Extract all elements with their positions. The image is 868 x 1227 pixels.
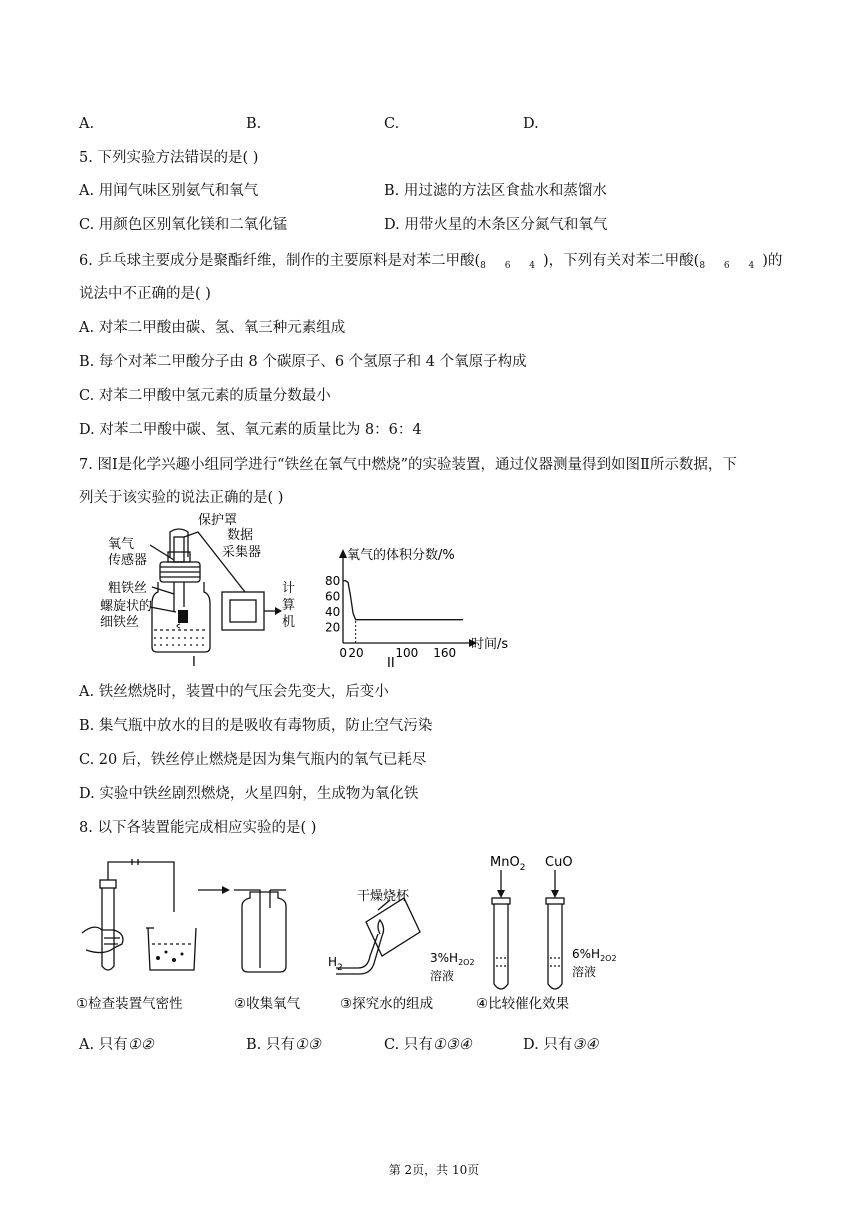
page-footer: 第 2页，共 10页 (388, 1163, 480, 1177)
protective-cover-label: 保护罩 (198, 513, 238, 528)
chart-y-tick-label: 60 (325, 589, 341, 604)
q7-stem-line1: 7. 图Ⅰ是化学兴趣小组同学进行“铁丝在氧气中燃烧”的实验装置，通过仪器测量得到如图Ⅱ所示数据，下 (79, 457, 737, 473)
q7-option-d: D. 实验中铁丝剧烈燃烧，火星四射，生成物为氧化铁 (79, 786, 419, 802)
left-concentration-text: 3%H (430, 951, 459, 965)
spiral-wire-label-1: 螺旋状的 (100, 599, 153, 614)
q6-option-d: D. 对苯二甲酸中碳、氢、氧元素的质量比为 8：6：4 (79, 422, 422, 438)
chart-y-tick-label: 20 (325, 620, 341, 635)
q6-option-c: C. 对苯二甲酸中氢元素的质量分数最小 (79, 388, 331, 404)
figure-2-label: II (387, 656, 395, 670)
right-concentration-formula: 2O2 (600, 954, 617, 963)
left-concentration-formula: 2O2 (458, 958, 475, 967)
q8-option-c-prefix: C. 只有 (384, 1037, 433, 1053)
oxygen-sensor-label-2: 传感器 (108, 553, 148, 568)
chart-y-tick-label: 80 (325, 573, 341, 588)
q7-option-a: A. 铁丝燃烧时，装置中的气压会先变大，后变小 (79, 684, 389, 700)
figure-1-apparatus (100, 512, 315, 672)
computer-label-3: 机 (282, 615, 296, 630)
q6-formula-2: 8 6 4 (699, 261, 763, 271)
chart-x-tick-label: 100 (395, 646, 419, 660)
q6-option-a: A. 对苯二甲酸由碳、氢、氧三种元素组成 (79, 320, 346, 336)
q6-stem-part1: 6. 乒乓球主要成分是聚酯纤维，制作的主要原料是对苯二甲酸( (79, 253, 481, 269)
figure-1-label: I (192, 655, 196, 670)
mno2-label-text: MnO (490, 855, 520, 870)
q8-option-a-prefix: A. 只有 (79, 1037, 128, 1053)
h2-label-text: H (328, 955, 338, 969)
q5-option-d: D. 用带火星的木条区分氮气和氧气 (384, 217, 608, 233)
mno2-label (490, 855, 525, 873)
q8-option-b-items: ①③ (294, 1037, 321, 1053)
chart-y-tick-label: 40 (325, 604, 341, 619)
right-solution-concentration (572, 947, 617, 963)
chart-y-arrow (339, 549, 347, 558)
q4-option-c: C. (384, 116, 400, 132)
mno2-subscript: 2 (519, 863, 526, 873)
cuo-label: CuO (545, 855, 573, 870)
spiral-wire-label-2: 细铁丝 (100, 615, 140, 630)
chart-x-tick-label: 0 (339, 646, 348, 660)
q6-stem-line1 (79, 251, 782, 276)
q8-option-d-prefix: D. 只有 (523, 1037, 573, 1053)
right-solution-label: 溶液 (572, 965, 597, 979)
dry-beaker-label: 干燥烧杯 (357, 889, 410, 904)
chart-y-axis-label: 氧气的体积分数/% (347, 548, 455, 563)
left-solution-concentration (430, 951, 475, 967)
computer-label-1: 计 (282, 581, 296, 596)
q8-option-c-items: ①③④ (432, 1037, 472, 1053)
q4-option-a: A. (79, 116, 95, 132)
chart-series-line (343, 581, 463, 620)
computer-label-2: 算 (282, 598, 296, 613)
caption-1: ①检查装置气密性 (76, 996, 183, 1012)
h2-subscript: 2 (337, 963, 343, 973)
q4-option-b: B. (246, 116, 262, 132)
q8-option-a (79, 1035, 154, 1055)
q8-option-d (523, 1035, 598, 1055)
chart-x-tick-label: 20 (348, 646, 364, 660)
caption-4: ④比较催化效果 (476, 996, 570, 1012)
figure-q8-apparatus (74, 848, 644, 1018)
q5-option-b: B. 用过滤的方法区食盐水和蒸馏水 (384, 183, 607, 199)
q5-option-a: A. 用闻气味区别氨气和氧气 (79, 183, 259, 199)
q6-formula: 8 6 4 (480, 261, 544, 271)
left-solution-label: 溶液 (430, 969, 455, 983)
thick-wire-label: 粗铁丝 (108, 581, 148, 596)
q7-stem-line2: 列关于该实验的说法正确的是( ) (79, 490, 284, 506)
q8-option-c (384, 1035, 472, 1055)
data-collector-label-2: 采集器 (222, 545, 262, 560)
q6-stem-part2: )，下列有关对苯二甲酸( (543, 253, 700, 269)
q7-option-c: C. 20 后，铁丝停止燃烧是因为集气瓶内的氧气已耗尽 (79, 752, 427, 768)
q8-option-a-items: ①② (127, 1037, 154, 1053)
q5-stem: 5. 下列实验方法错误的是( ) (79, 150, 259, 166)
q8-stem: 8. 以下各装置能完成相应实验的是( ) (79, 820, 317, 836)
q8-option-d-items: ③④ (572, 1037, 599, 1053)
q6-stem-part3: )的 (762, 253, 783, 269)
right-concentration-text: 6%H (572, 947, 601, 961)
q7-option-b: B. 集气瓶中放水的目的是吸收有毒物质，防止空气污染 (79, 718, 433, 734)
figure-2-chart (315, 545, 515, 670)
chart-x-tick-label: 160 (433, 646, 457, 660)
q8-option-b (246, 1035, 321, 1055)
oxygen-sensor-label-1: 氧气 (108, 537, 135, 552)
caption-3: ③探究水的组成 (340, 996, 434, 1012)
q5-option-c: C. 用颜色区别氧化镁和二氧化锰 (79, 217, 288, 233)
chart-x-axis-label: 时间/s (471, 637, 509, 652)
q6-stem-line2: 说法中不正确的是( ) (79, 286, 211, 302)
caption-2: ②收集氧气 (234, 996, 301, 1012)
q4-option-d: D. (523, 116, 539, 132)
h2-label (328, 955, 343, 973)
data-collector-label-1: 数据 (227, 528, 254, 543)
q8-option-b-prefix: B. 只有 (246, 1037, 295, 1053)
q6-option-b: B. 每个对苯二甲酸分子由 8 个碳原子、6 个氢原子和 4 个氧原子构成 (79, 354, 527, 370)
